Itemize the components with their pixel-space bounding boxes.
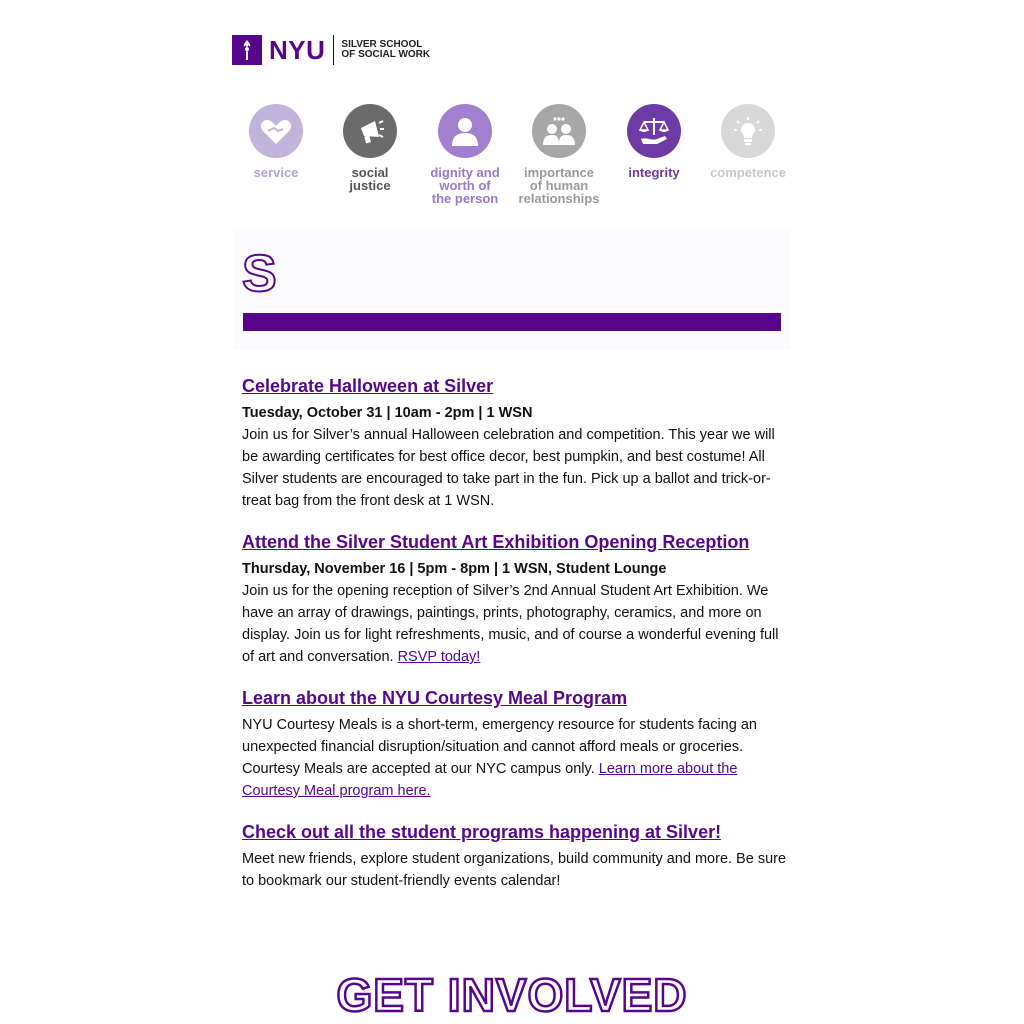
section-title-link[interactable]: Check out all the student programs happening at Silver! (242, 822, 722, 842)
section-body (242, 580, 787, 668)
value-label: social justice (349, 165, 391, 193)
value-competence (700, 104, 796, 179)
section-student-programs (242, 820, 787, 892)
handshake-heart-icon (249, 104, 303, 158)
school-name-line-2: OF SOCIAL WORK (341, 49, 431, 60)
value-label: competence (710, 165, 786, 180)
logo-divider (333, 35, 334, 65)
event-date: Tuesday, October 31 | 10am - 2pm | 1 WSN (242, 405, 533, 421)
banner-letter: S (242, 245, 277, 303)
value-service (228, 104, 324, 179)
school-name-line-1: SILVER SCHOOL (341, 39, 423, 50)
newsletter-content (242, 374, 787, 910)
rsvp-link[interactable]: RSVP today! (397, 649, 481, 665)
torch-icon (232, 35, 262, 65)
section-halloween (242, 374, 787, 512)
value-integrity (606, 104, 702, 179)
courtesy-meal-link[interactable]: Learn more about the Courtesy Meal program here. (242, 761, 738, 799)
value-dignity (417, 104, 513, 205)
value-label: service (253, 165, 299, 180)
value-label: integrity (628, 165, 680, 180)
section-courtesy-meal (242, 686, 787, 802)
get-involved-heading: GET INVOLVED (336, 969, 688, 1021)
section-art-exhibition (242, 530, 787, 668)
people-icon (532, 104, 586, 158)
scales-icon (627, 104, 681, 158)
values-row (228, 104, 798, 214)
nyu-silver-logo[interactable] (232, 35, 430, 65)
section-body: Meet new friends, explore student organizations, build community and more. Be sure to bookmark our student-friendly events calendar! (242, 851, 787, 889)
section-title-link[interactable]: Learn about the NYU Courtesy Meal Program (242, 688, 628, 708)
value-label: dignity and worth of the person (430, 165, 500, 206)
school-name (341, 40, 430, 60)
value-social-justice (322, 104, 418, 192)
nyu-wordmark: NYU (269, 34, 326, 65)
header-banner (233, 228, 791, 350)
section-body: Join us for Silver’s annual Halloween celebration and competition. This year we will be awarding certificates for best office decor, best pumpkin, and best costume! All Silver students are encouraged to take part in the fun. Pick up a ballot and trick-or-treat bag from the front desk at 1 WSN. (242, 427, 775, 509)
section-body-text: NYU Courtesy Meals is a short-term, emergency resource for students facing an unexpected financial disruption/situation and cannot afford meals or groceries. Courtesy Meals are accepted at our NYC campus only. (242, 717, 757, 777)
section-body (242, 714, 787, 802)
megaphone-icon (343, 104, 397, 158)
event-date: Thursday, November 16 | 5pm - 8pm | 1 WSN, Student Lounge (242, 561, 667, 577)
person-icon (438, 104, 492, 158)
banner-bar (243, 313, 781, 331)
section-body-text: Join us for the opening reception of Silver’s 2nd Annual Student Art Exhibition. We have an array of drawings, paintings, prints, photography, ceramics, and more on display. Join us for light refreshments, music, and of course a wonderful evening full of art and conversation. (242, 583, 779, 665)
value-label: importance of human relationships (518, 165, 600, 206)
value-relationships (511, 104, 607, 205)
lightbulb-icon (721, 104, 775, 158)
section-title-link[interactable]: Celebrate Halloween at Silver (242, 376, 494, 396)
section-title-link[interactable]: Attend the Silver Student Art Exhibition Opening Reception (242, 532, 750, 552)
